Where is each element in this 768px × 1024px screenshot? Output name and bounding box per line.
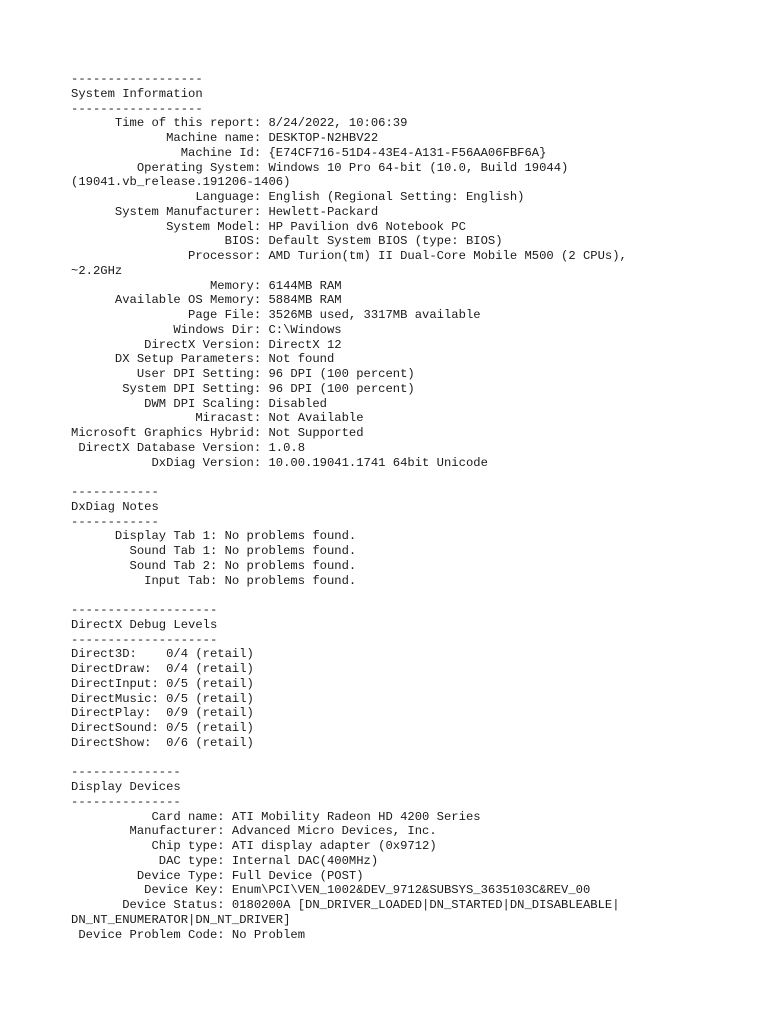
debug-level-directinput: DirectInput: 0/5 (retail) bbox=[71, 676, 254, 691]
field-time-of-report: Time of this report: 8/24/2022, 10:06:39 bbox=[71, 116, 408, 131]
section-divider: ------------------ bbox=[71, 101, 203, 116]
debug-level-directdraw: DirectDraw: 0/4 (retail) bbox=[71, 662, 254, 676]
debug-level-direct3d: Direct3D: 0/4 (retail) bbox=[71, 647, 254, 662]
section-divider: --------------- bbox=[71, 765, 181, 780]
debug-level-directshow: DirectShow: 0/6 (retail) bbox=[71, 735, 254, 750]
note-sound-tab-1: Sound Tab 1: No problems found. bbox=[71, 544, 357, 558]
field-card-name: Card name: ATI Mobility Radeon HD 4200 Series bbox=[71, 809, 481, 824]
field-system-dpi-setting: System DPI Setting: 96 DPI (100 percent) bbox=[71, 381, 415, 396]
note-input-tab: Input Tab: No problems found. bbox=[71, 573, 357, 588]
section-title-dxdiag-notes: DxDiag Notes bbox=[71, 499, 159, 514]
note-display-tab-1: Display Tab 1: No problems found. bbox=[71, 529, 357, 544]
dxdiag-report bbox=[71, 72, 761, 942]
field-system-model: System Model: HP Pavilion dv6 Notebook PC bbox=[71, 219, 466, 234]
field-bios: BIOS: Default System BIOS (type: BIOS) bbox=[71, 234, 503, 249]
field-manufacturer: Manufacturer: Advanced Micro Devices, Inc. bbox=[71, 824, 437, 839]
field-device-type: Device Type: Full Device (POST) bbox=[71, 868, 364, 883]
section-title-directx-debug-levels: DirectX Debug Levels bbox=[71, 617, 218, 632]
field-device-problem-code: Device Problem Code: No Problem bbox=[71, 927, 306, 942]
field-dxdiag-version: DxDiag Version: 10.00.19041.1741 64bit Unicode bbox=[71, 455, 488, 470]
field-device-status-continued: DN_NT_ENUMERATOR|DN_NT_DRIVER] bbox=[71, 912, 291, 927]
blank-line bbox=[71, 588, 761, 603]
section-divider: --------------- bbox=[71, 794, 181, 809]
field-device-key: Device Key: Enum\PCI\VEN_1002&DEV_9712&SUBSYS_3635103C&REV_00 bbox=[71, 883, 591, 898]
field-page-file: Page File: 3526MB used, 3317MB available bbox=[71, 308, 481, 322]
note-sound-tab-2: Sound Tab 2: No problems found. bbox=[71, 558, 357, 573]
section-divider: -------------------- bbox=[71, 603, 218, 617]
field-operating-system-continued: (19041.vb_release.191206-1406) bbox=[71, 175, 291, 190]
field-dac-type: DAC type: Internal DAC(400MHz) bbox=[71, 853, 379, 868]
field-language: Language: English (Regional Setting: English) bbox=[71, 190, 525, 204]
debug-level-directsound: DirectSound: 0/5 (retail) bbox=[71, 721, 254, 735]
debug-level-directmusic: DirectMusic: 0/5 (retail) bbox=[71, 691, 254, 706]
field-available-os-memory: Available OS Memory: 5884MB RAM bbox=[71, 293, 342, 308]
blank-line bbox=[71, 751, 761, 766]
field-chip-type: Chip type: ATI display adapter (0x9712) bbox=[71, 839, 437, 853]
section-divider: ------------------ bbox=[71, 72, 203, 86]
section-divider: ------------ bbox=[71, 514, 159, 529]
field-directx-version: DirectX Version: DirectX 12 bbox=[71, 337, 342, 352]
field-windows-dir: Windows Dir: C:\Windows bbox=[71, 322, 342, 337]
field-memory: Memory: 6144MB RAM bbox=[71, 278, 342, 293]
field-user-dpi-setting: User DPI Setting: 96 DPI (100 percent) bbox=[71, 367, 415, 381]
section-divider: ------------ bbox=[71, 485, 159, 499]
debug-level-directplay: DirectPlay: 0/9 (retail) bbox=[71, 706, 254, 721]
field-microsoft-graphics-hybrid: Microsoft Graphics Hybrid: Not Supported bbox=[71, 426, 364, 440]
field-machine-name: Machine name: DESKTOP-N2HBV22 bbox=[71, 131, 379, 145]
field-device-status: Device Status: 0180200A [DN_DRIVER_LOADED|DN_STARTED|DN_DISABLEABLE| bbox=[71, 898, 620, 912]
blank-line bbox=[71, 470, 761, 485]
section-divider: -------------------- bbox=[71, 632, 218, 647]
field-dx-setup-parameters: DX Setup Parameters: Not found bbox=[71, 352, 335, 367]
field-machine-id: Machine Id: {E74CF716-51D4-43E4-A131-F56AA06FBF6A} bbox=[71, 145, 547, 160]
field-dwm-dpi-scaling: DWM DPI Scaling: Disabled bbox=[71, 396, 327, 411]
field-processor: Processor: AMD Turion(tm) II Dual-Core Mobile M500 (2 CPUs), bbox=[71, 249, 627, 263]
section-title-system-information: System Information bbox=[71, 86, 203, 101]
field-miracast: Miracast: Not Available bbox=[71, 411, 364, 426]
field-system-manufacturer: System Manufacturer: Hewlett-Packard bbox=[71, 204, 379, 219]
field-directx-database-version: DirectX Database Version: 1.0.8 bbox=[71, 440, 306, 455]
section-title-display-devices: Display Devices bbox=[71, 780, 181, 794]
field-processor-continued: ~2.2GHz bbox=[71, 263, 123, 278]
field-operating-system: Operating System: Windows 10 Pro 64-bit (10.0, Build 19044) bbox=[71, 160, 569, 175]
